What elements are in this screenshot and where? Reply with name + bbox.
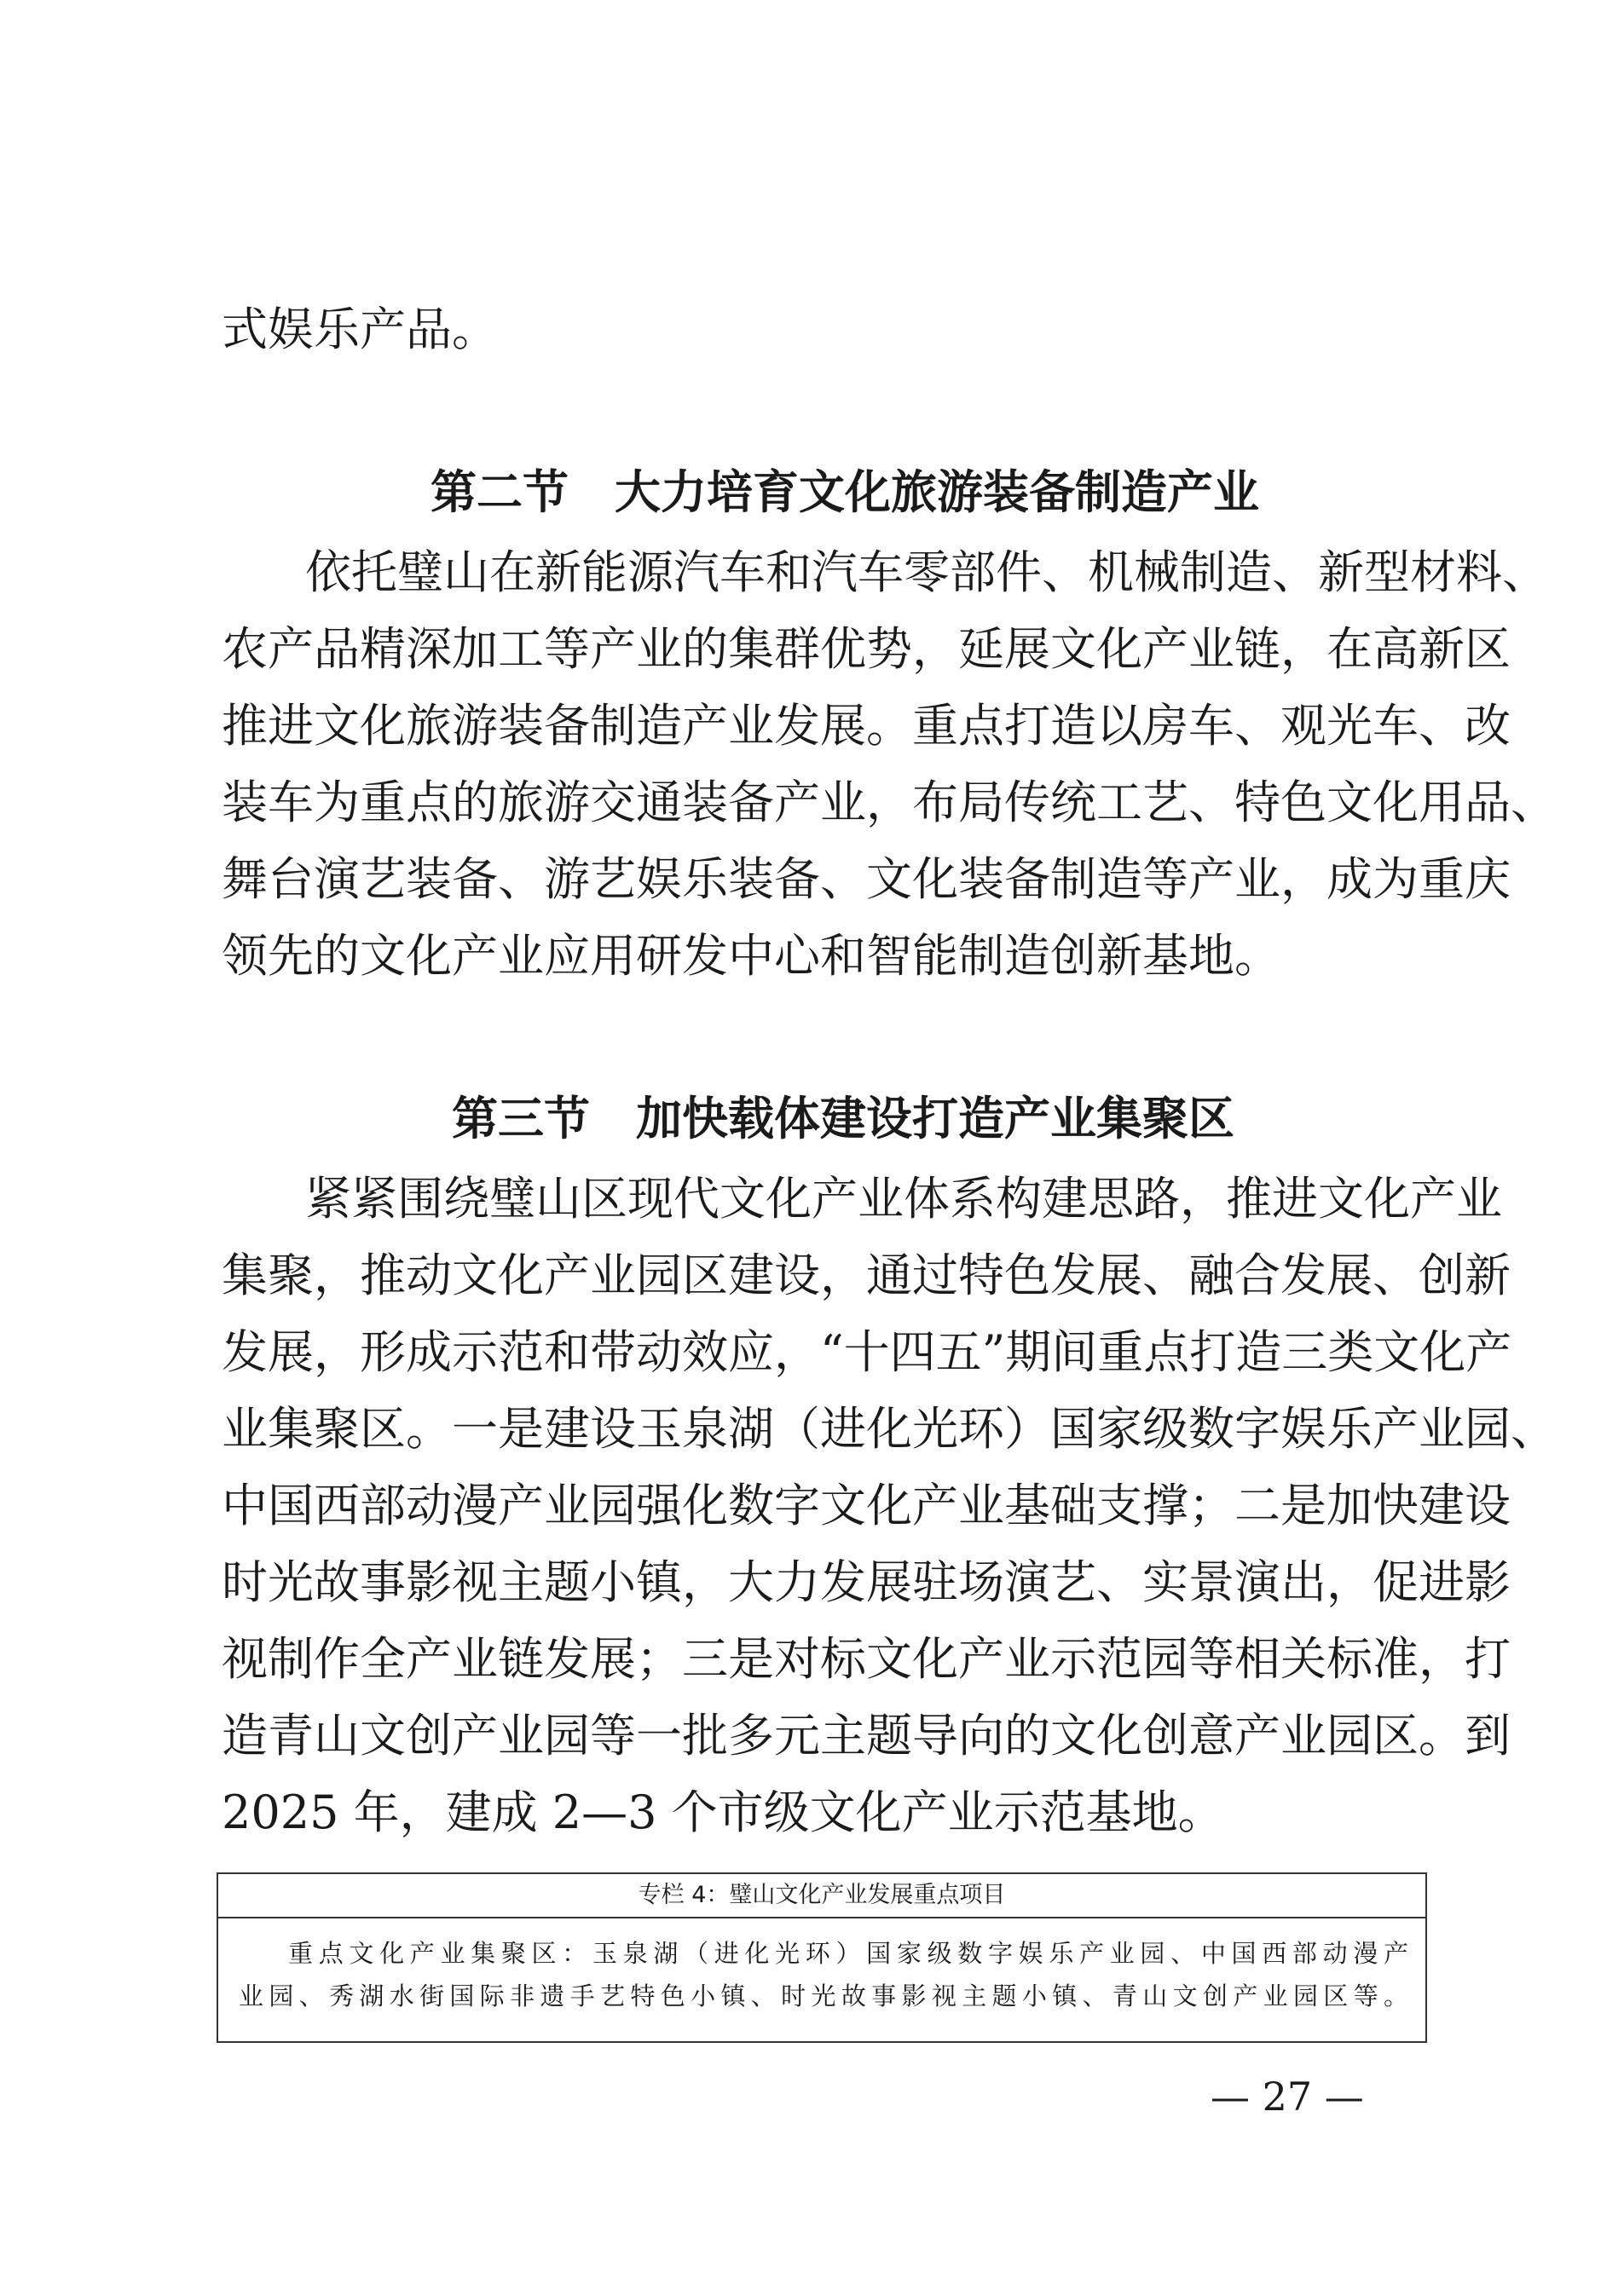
box-line: 业园、秀湖水街国际非遗手艺特色小镇、时光故事影视主题小镇、青山文创产业园区等。 (239, 1982, 1408, 2010)
section2-heading: 第二节 大力培育文化旅游装备制造产业 (431, 464, 1259, 519)
paragraph-line: 造青山文创产业园等一批多元主题导向的文化创意产业园区。到 (222, 1709, 1511, 1762)
section3-heading: 第三节 加快载体建设打造产业集聚区 (452, 1091, 1234, 1145)
paragraph-line: 集聚，推动文化产业园区建设，通过特色发展、融合发展、创新 (222, 1249, 1511, 1302)
project-box (217, 1872, 1427, 2043)
lead-line: 式娱乐产品。 (222, 303, 498, 356)
paragraph-line: 依托璧山在新能源汽车和汽车零部件、机械制造、新型材料、 (305, 545, 1548, 599)
paragraph-line: 推进文化旅游装备制造产业发展。重点打造以房车、观光车、改 (222, 699, 1511, 753)
paragraph-line: 视制作全产业链发展；三是对标文化产业示范园等相关标准，打 (222, 1632, 1511, 1686)
paragraph-line: 舞台演艺装备、游艺娱乐装备、文化装备制造等产业，成为重庆 (222, 852, 1511, 906)
paragraph-line: 时光故事影视主题小镇，大力发展驻场演艺、实景演出，促进影 (222, 1555, 1511, 1609)
paragraph-line: 领先的文化产业应用研发中心和智能制造创新基地。 (222, 929, 1280, 983)
paragraph-line: 2025 年，建成 2—3 个市级文化产业示范基地。 (222, 1785, 1224, 1839)
box-line: 重点文化产业集聚区：玉泉湖（进化光环）国家级数字娱乐产业园、中国西部动漫产 (288, 1939, 1408, 1968)
paragraph-line: 发展，形成示范和带动效应，“十四五”期间重点打造三类文化产 (222, 1325, 1512, 1379)
paragraph-line: 紧紧围绕璧山区现代文化产业体系构建思路，推进文化产业 (305, 1172, 1502, 1226)
paragraph-line: 农产品精深加工等产业的集群优势，延展文化产业链，在高新区 (222, 622, 1511, 676)
paragraph-line: 装车为重点的旅游交通装备产业，布局传统工艺、特色文化用品、 (222, 776, 1557, 829)
paragraph-line: 业集聚区。一是建设玉泉湖（进化光环）国家级数字娱乐产业园、 (222, 1402, 1557, 1456)
page-number: — 27 — (1211, 2074, 1364, 2120)
box-title: 专栏 4：璧山文化产业发展重点项目 (218, 1874, 1425, 1918)
paragraph-line: 中国西部动漫产业园强化数字文化产业基础支撑；二是加快建设 (222, 1479, 1511, 1532)
